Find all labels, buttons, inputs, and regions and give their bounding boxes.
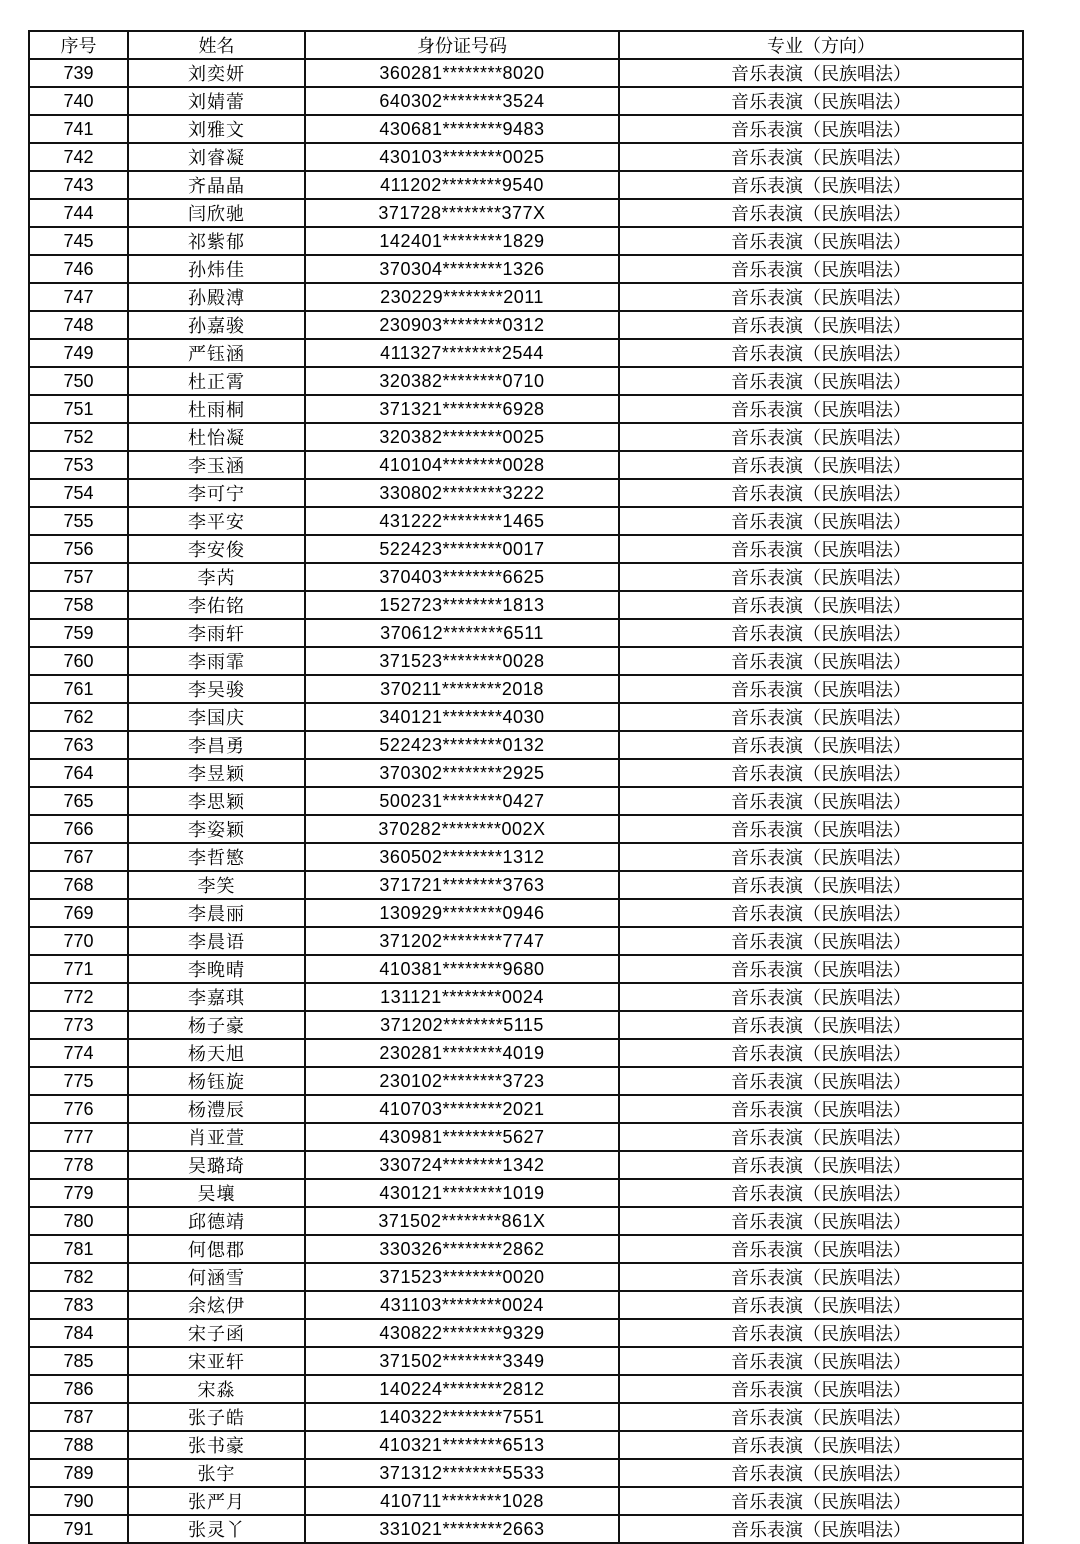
table-row [29,1067,1023,1095]
table-row [29,647,1023,675]
cell-serial-number: 746 [29,255,128,283]
table-row [29,1095,1023,1123]
table-header [29,31,1023,59]
cell-candidate-name: 李笑 [128,871,305,899]
cell-major: 音乐表演（民族唱法） [619,871,1023,899]
table-row [29,115,1023,143]
header-row [29,31,1023,59]
cell-serial-number: 785 [29,1347,128,1375]
cell-candidate-name: 张严月 [128,1487,305,1515]
cell-major: 音乐表演（民族唱法） [619,1123,1023,1151]
cell-candidate-name: 李雨霏 [128,647,305,675]
table-row [29,1291,1023,1319]
table-row [29,871,1023,899]
cell-id-number: 330326********2862 [305,1235,619,1263]
cell-id-number: 230903********0312 [305,311,619,339]
cell-serial-number: 763 [29,731,128,759]
cell-serial-number: 742 [29,143,128,171]
cell-candidate-name: 祁紫郁 [128,227,305,255]
cell-id-number: 411327********2544 [305,339,619,367]
cell-candidate-name: 张灵丫 [128,1515,305,1543]
cell-serial-number: 764 [29,759,128,787]
cell-id-number: 371721********3763 [305,871,619,899]
cell-serial-number: 753 [29,451,128,479]
cell-serial-number: 782 [29,1263,128,1291]
cell-candidate-name: 杨钰旋 [128,1067,305,1095]
cell-id-number: 131121********0024 [305,983,619,1011]
cell-serial-number: 784 [29,1319,128,1347]
cell-candidate-name: 闫欣驰 [128,199,305,227]
cell-id-number: 411202********9540 [305,171,619,199]
cell-serial-number: 779 [29,1179,128,1207]
table-row [29,983,1023,1011]
cell-id-number: 410711********1028 [305,1487,619,1515]
cell-major: 音乐表演（民族唱法） [619,1319,1023,1347]
cell-id-number: 370282********002X [305,815,619,843]
table-row [29,1347,1023,1375]
cell-id-number: 371202********5115 [305,1011,619,1039]
cell-id-number: 142401********1829 [305,227,619,255]
table-row [29,1459,1023,1487]
table-row [29,843,1023,871]
cell-candidate-name: 杨子豪 [128,1011,305,1039]
cell-id-number: 370302********2925 [305,759,619,787]
cell-id-number: 330724********1342 [305,1151,619,1179]
cell-serial-number: 773 [29,1011,128,1039]
cell-serial-number: 774 [29,1039,128,1067]
cell-serial-number: 780 [29,1207,128,1235]
table-body [29,59,1023,1543]
cell-id-number: 371502********861X [305,1207,619,1235]
cell-candidate-name: 吴璐琦 [128,1151,305,1179]
table-row [29,143,1023,171]
cell-candidate-name: 张子皓 [128,1403,305,1431]
cell-serial-number: 759 [29,619,128,647]
table-row [29,675,1023,703]
cell-major: 音乐表演（民族唱法） [619,1515,1023,1543]
cell-major: 音乐表演（民族唱法） [619,1095,1023,1123]
cell-major: 音乐表演（民族唱法） [619,1487,1023,1515]
table-row [29,1151,1023,1179]
table-row [29,1235,1023,1263]
cell-serial-number: 758 [29,591,128,619]
cell-id-number: 640302********3524 [305,87,619,115]
cell-id-number: 371202********7747 [305,927,619,955]
table-row [29,591,1023,619]
cell-serial-number: 781 [29,1235,128,1263]
cell-candidate-name: 杜怡凝 [128,423,305,451]
cell-id-number: 431222********1465 [305,507,619,535]
table-row [29,535,1023,563]
cell-serial-number: 791 [29,1515,128,1543]
cell-candidate-name: 李佑铭 [128,591,305,619]
cell-serial-number: 740 [29,87,128,115]
cell-candidate-name: 余炫伊 [128,1291,305,1319]
cell-id-number: 371502********3349 [305,1347,619,1375]
table-row [29,1263,1023,1291]
table-row [29,507,1023,535]
cell-id-number: 130929********0946 [305,899,619,927]
cell-major: 音乐表演（民族唱法） [619,423,1023,451]
cell-major: 音乐表演（民族唱法） [619,1235,1023,1263]
cell-major: 音乐表演（民族唱法） [619,1179,1023,1207]
cell-serial-number: 783 [29,1291,128,1319]
cell-candidate-name: 孙殿溥 [128,283,305,311]
cell-id-number: 371728********377X [305,199,619,227]
cell-candidate-name: 李玉涵 [128,451,305,479]
cell-candidate-name: 李安俊 [128,535,305,563]
cell-serial-number: 756 [29,535,128,563]
cell-id-number: 152723********1813 [305,591,619,619]
cell-major: 音乐表演（民族唱法） [619,535,1023,563]
cell-major: 音乐表演（民族唱法） [619,1291,1023,1319]
cell-candidate-name: 李昱颖 [128,759,305,787]
cell-major: 音乐表演（民族唱法） [619,1011,1023,1039]
table-row [29,1515,1023,1543]
cell-id-number: 140322********7551 [305,1403,619,1431]
cell-candidate-name: 刘睿凝 [128,143,305,171]
cell-candidate-name: 李可宁 [128,479,305,507]
cell-major: 音乐表演（民族唱法） [619,59,1023,87]
cell-serial-number: 787 [29,1403,128,1431]
cell-serial-number: 748 [29,311,128,339]
cell-major: 音乐表演（民族唱法） [619,591,1023,619]
cell-candidate-name: 李国庆 [128,703,305,731]
table-row [29,1123,1023,1151]
cell-candidate-name: 张宇 [128,1459,305,1487]
table-row [29,1319,1023,1347]
cell-id-number: 522423********0017 [305,535,619,563]
cell-major: 音乐表演（民族唱法） [619,1207,1023,1235]
cell-major: 音乐表演（民族唱法） [619,703,1023,731]
cell-major: 音乐表演（民族唱法） [619,115,1023,143]
table-row [29,1039,1023,1067]
cell-major: 音乐表演（民族唱法） [619,927,1023,955]
cell-major: 音乐表演（民族唱法） [619,507,1023,535]
cell-major: 音乐表演（民族唱法） [619,843,1023,871]
cell-major: 音乐表演（民族唱法） [619,143,1023,171]
cell-major: 音乐表演（民族唱法） [619,199,1023,227]
cell-major: 音乐表演（民族唱法） [619,1347,1023,1375]
cell-major: 音乐表演（民族唱法） [619,731,1023,759]
cell-serial-number: 754 [29,479,128,507]
cell-serial-number: 761 [29,675,128,703]
cell-candidate-name: 李昌勇 [128,731,305,759]
cell-id-number: 331021********2663 [305,1515,619,1543]
table-row [29,1011,1023,1039]
cell-id-number: 371523********0028 [305,647,619,675]
cell-major: 音乐表演（民族唱法） [619,899,1023,927]
cell-serial-number: 757 [29,563,128,591]
cell-id-number: 430981********5627 [305,1123,619,1151]
cell-id-number: 410104********0028 [305,451,619,479]
cell-id-number: 370612********6511 [305,619,619,647]
cell-candidate-name: 李平安 [128,507,305,535]
cell-serial-number: 788 [29,1431,128,1459]
column-header-name: 姓名 [128,31,305,59]
table-row [29,171,1023,199]
cell-major: 音乐表演（民族唱法） [619,675,1023,703]
cell-candidate-name: 李姿颖 [128,815,305,843]
cell-serial-number: 747 [29,283,128,311]
cell-major: 音乐表演（民族唱法） [619,339,1023,367]
cell-candidate-name: 李嘉琪 [128,983,305,1011]
cell-candidate-name: 杨澧辰 [128,1095,305,1123]
cell-id-number: 371312********5533 [305,1459,619,1487]
table-row [29,1403,1023,1431]
cell-id-number: 340121********4030 [305,703,619,731]
cell-serial-number: 777 [29,1123,128,1151]
cell-serial-number: 766 [29,815,128,843]
table-row [29,703,1023,731]
cell-major: 音乐表演（民族唱法） [619,1403,1023,1431]
cell-candidate-name: 杜雨桐 [128,395,305,423]
cell-id-number: 430121********1019 [305,1179,619,1207]
cell-serial-number: 775 [29,1067,128,1095]
cell-serial-number: 760 [29,647,128,675]
table-row [29,563,1023,591]
cell-candidate-name: 宋淼 [128,1375,305,1403]
cell-major: 音乐表演（民族唱法） [619,451,1023,479]
cell-serial-number: 745 [29,227,128,255]
cell-id-number: 330802********3222 [305,479,619,507]
cell-id-number: 370403********6625 [305,563,619,591]
cell-id-number: 430822********9329 [305,1319,619,1347]
table-row [29,339,1023,367]
cell-candidate-name: 刘雅文 [128,115,305,143]
cell-major: 音乐表演（民族唱法） [619,367,1023,395]
table-row [29,1375,1023,1403]
cell-id-number: 230102********3723 [305,1067,619,1095]
table-row [29,927,1023,955]
cell-id-number: 410381********9680 [305,955,619,983]
column-header-serial: 序号 [29,31,128,59]
cell-candidate-name: 杨天旭 [128,1039,305,1067]
cell-serial-number: 786 [29,1375,128,1403]
cell-candidate-name: 李思颖 [128,787,305,815]
table-row [29,311,1023,339]
table-row [29,1207,1023,1235]
cell-id-number: 430681********9483 [305,115,619,143]
cell-id-number: 371321********6928 [305,395,619,423]
table-row [29,815,1023,843]
table-row [29,899,1023,927]
cell-id-number: 500231********0427 [305,787,619,815]
cell-major: 音乐表演（民族唱法） [619,395,1023,423]
cell-id-number: 140224********2812 [305,1375,619,1403]
table-row [29,787,1023,815]
cell-candidate-name: 孙炜佳 [128,255,305,283]
cell-candidate-name: 孙嘉骏 [128,311,305,339]
cell-major: 音乐表演（民族唱法） [619,955,1023,983]
table-row [29,1487,1023,1515]
cell-major: 音乐表演（民族唱法） [619,1263,1023,1291]
cell-candidate-name: 李晚晴 [128,955,305,983]
candidate-roster-table [28,30,1024,1544]
cell-id-number: 410321********6513 [305,1431,619,1459]
cell-id-number: 320382********0710 [305,367,619,395]
cell-candidate-name: 刘婧蕾 [128,87,305,115]
cell-candidate-name: 宋子函 [128,1319,305,1347]
cell-serial-number: 765 [29,787,128,815]
cell-serial-number: 789 [29,1459,128,1487]
cell-id-number: 410703********2021 [305,1095,619,1123]
cell-id-number: 371523********0020 [305,1263,619,1291]
table-row [29,367,1023,395]
cell-serial-number: 771 [29,955,128,983]
cell-candidate-name: 李雨轩 [128,619,305,647]
cell-candidate-name: 肖亚萱 [128,1123,305,1151]
cell-serial-number: 767 [29,843,128,871]
cell-id-number: 370304********1326 [305,255,619,283]
table-row [29,423,1023,451]
cell-serial-number: 739 [29,59,128,87]
column-header-id: 身份证号码 [305,31,619,59]
cell-candidate-name: 李晨丽 [128,899,305,927]
cell-candidate-name: 刘奕妍 [128,59,305,87]
cell-id-number: 431103********0024 [305,1291,619,1319]
cell-serial-number: 778 [29,1151,128,1179]
cell-id-number: 230229********2011 [305,283,619,311]
cell-id-number: 320382********0025 [305,423,619,451]
cell-major: 音乐表演（民族唱法） [619,87,1023,115]
cell-major: 音乐表演（民族唱法） [619,563,1023,591]
table-row [29,59,1023,87]
cell-candidate-name: 邱德靖 [128,1207,305,1235]
cell-major: 音乐表演（民族唱法） [619,1375,1023,1403]
cell-id-number: 522423********0132 [305,731,619,759]
cell-candidate-name: 李吴骏 [128,675,305,703]
cell-serial-number: 751 [29,395,128,423]
cell-major: 音乐表演（民族唱法） [619,1039,1023,1067]
cell-major: 音乐表演（民族唱法） [619,619,1023,647]
table-row [29,227,1023,255]
table-row [29,87,1023,115]
cell-major: 音乐表演（民族唱法） [619,1431,1023,1459]
cell-candidate-name: 李芮 [128,563,305,591]
cell-serial-number: 768 [29,871,128,899]
table-row [29,731,1023,759]
cell-candidate-name: 齐晶晶 [128,171,305,199]
cell-candidate-name: 张书豪 [128,1431,305,1459]
cell-major: 音乐表演（民族唱法） [619,759,1023,787]
table-row [29,955,1023,983]
cell-major: 音乐表演（民族唱法） [619,983,1023,1011]
cell-serial-number: 755 [29,507,128,535]
cell-major: 音乐表演（民族唱法） [619,255,1023,283]
column-header-major: 专业（方向） [619,31,1023,59]
cell-serial-number: 770 [29,927,128,955]
cell-major: 音乐表演（民族唱法） [619,1151,1023,1179]
cell-candidate-name: 李晨语 [128,927,305,955]
table-row [29,451,1023,479]
cell-id-number: 360502********1312 [305,843,619,871]
table-row [29,759,1023,787]
table-row [29,1431,1023,1459]
cell-major: 音乐表演（民族唱法） [619,815,1023,843]
cell-serial-number: 743 [29,171,128,199]
cell-candidate-name: 吴壤 [128,1179,305,1207]
table-row [29,619,1023,647]
cell-candidate-name: 宋亚轩 [128,1347,305,1375]
cell-candidate-name: 何偲郡 [128,1235,305,1263]
table-row [29,479,1023,507]
cell-major: 音乐表演（民族唱法） [619,1067,1023,1095]
table-row [29,199,1023,227]
cell-id-number: 370211********2018 [305,675,619,703]
table-row [29,395,1023,423]
cell-major: 音乐表演（民族唱法） [619,1459,1023,1487]
cell-id-number: 230281********4019 [305,1039,619,1067]
cell-major: 音乐表演（民族唱法） [619,311,1023,339]
table-row [29,283,1023,311]
cell-serial-number: 741 [29,115,128,143]
cell-major: 音乐表演（民族唱法） [619,787,1023,815]
cell-serial-number: 749 [29,339,128,367]
cell-id-number: 430103********0025 [305,143,619,171]
cell-major: 音乐表演（民族唱法） [619,479,1023,507]
cell-serial-number: 762 [29,703,128,731]
cell-major: 音乐表演（民族唱法） [619,227,1023,255]
cell-id-number: 360281********8020 [305,59,619,87]
cell-candidate-name: 严钰涵 [128,339,305,367]
table-row [29,1179,1023,1207]
cell-serial-number: 750 [29,367,128,395]
cell-major: 音乐表演（民族唱法） [619,647,1023,675]
cell-serial-number: 769 [29,899,128,927]
cell-serial-number: 752 [29,423,128,451]
table-row [29,255,1023,283]
cell-candidate-name: 杜正霄 [128,367,305,395]
cell-serial-number: 776 [29,1095,128,1123]
cell-serial-number: 744 [29,199,128,227]
cell-candidate-name: 李哲慜 [128,843,305,871]
cell-major: 音乐表演（民族唱法） [619,283,1023,311]
cell-major: 音乐表演（民族唱法） [619,171,1023,199]
cell-candidate-name: 何涵雪 [128,1263,305,1291]
cell-serial-number: 790 [29,1487,128,1515]
cell-serial-number: 772 [29,983,128,1011]
